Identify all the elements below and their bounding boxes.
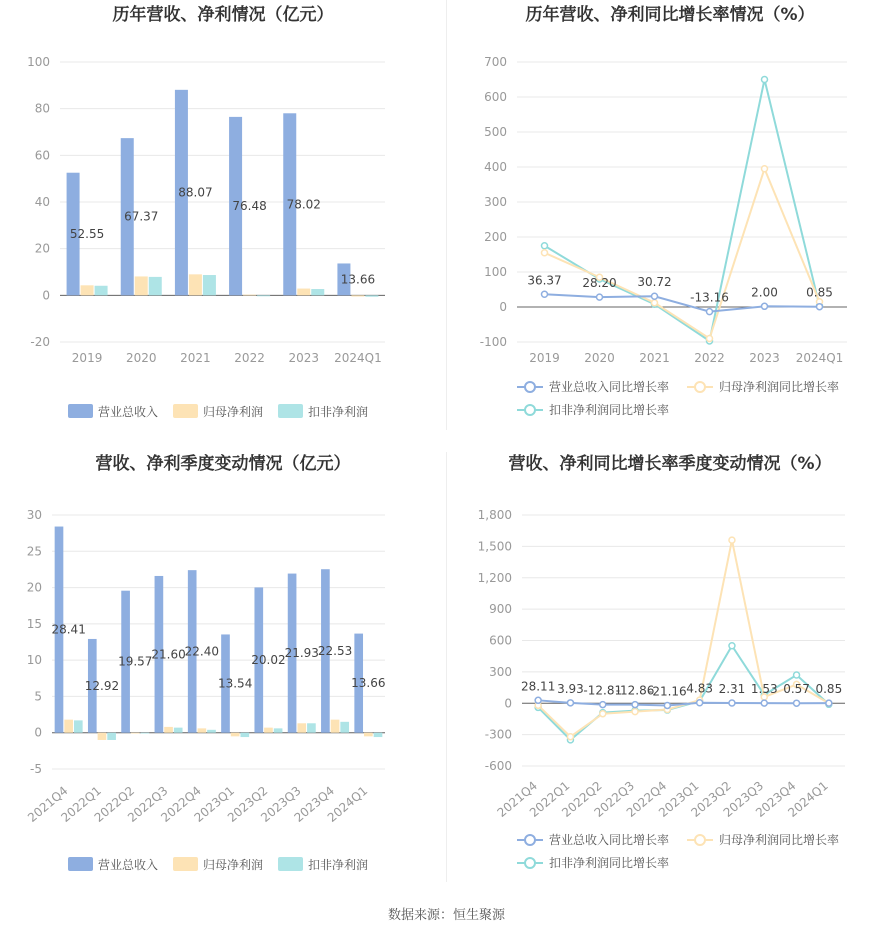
y-tick-label: 60 — [34, 148, 50, 163]
point-1 — [729, 537, 735, 543]
legend-label: 归母净利润 — [203, 858, 264, 872]
bar-2 — [274, 728, 283, 732]
point-1 — [600, 711, 606, 717]
y-tick-label: 200 — [484, 230, 507, 244]
point-0 — [794, 700, 800, 706]
x-tick-label: 2021 — [180, 351, 211, 365]
y-tick-label: -5 — [30, 762, 42, 776]
bar-1 — [81, 285, 94, 295]
legend-label: 营业总收入同比增长率 — [549, 833, 670, 847]
point-0 — [542, 291, 548, 297]
data-label: 30.72 — [637, 275, 672, 290]
legend-marker-1 — [695, 835, 705, 845]
legend-swatch-2 — [278, 857, 303, 871]
x-tick-label: 2023Q2 — [688, 778, 734, 820]
chart-title: 历年营收、净利同比增长率情况（%） — [525, 5, 815, 25]
bar-1 — [98, 733, 107, 740]
y-tick-label: -600 — [484, 759, 512, 773]
bar-2 — [311, 289, 324, 295]
point-0 — [664, 702, 670, 708]
bar-2 — [107, 733, 116, 740]
legend-label: 营业总收入 — [98, 858, 159, 872]
data-label: 22.53 — [317, 643, 353, 658]
legend-swatch-2 — [278, 404, 303, 418]
x-tick-label: 2024Q1 — [795, 351, 844, 365]
chart-title: 营收、净利同比增长率季度变动情况（%） — [508, 454, 832, 474]
point-0 — [762, 303, 768, 309]
legend-label: 扣非净利润同比增长率 — [549, 403, 670, 417]
data-label: -13.16 — [690, 290, 729, 305]
data-label: -21.16 — [648, 684, 687, 699]
data-label: 2.31 — [718, 682, 746, 697]
data-label: 2.00 — [751, 285, 778, 300]
point-1 — [652, 300, 658, 306]
bar-1 — [198, 728, 207, 732]
y-tick-label: 100 — [484, 265, 507, 279]
data-label: 20.02 — [251, 653, 286, 668]
data-label: 36.37 — [527, 273, 562, 288]
point-1 — [567, 734, 573, 740]
point-0 — [729, 700, 735, 706]
bar-2 — [365, 295, 378, 296]
data-label: 78.02 — [286, 197, 321, 212]
bar-2 — [307, 723, 316, 732]
y-tick-label: 0 — [504, 696, 512, 711]
panel-annual-growth — [447, 0, 893, 440]
y-tick-label: 0 — [42, 288, 50, 303]
chart-annual-amounts — [0, 0, 446, 440]
x-tick-label: 2022Q4 — [158, 783, 204, 825]
legend-label: 扣非净利润 — [308, 405, 369, 419]
y-tick-label: 700 — [484, 55, 507, 69]
x-tick-label: 2021 — [639, 351, 670, 365]
data-label: 13.66 — [340, 272, 376, 287]
chart-quarterly-amounts — [0, 447, 446, 892]
bar-2 — [207, 730, 216, 733]
bar-1 — [64, 720, 73, 733]
bar-1 — [264, 728, 273, 733]
x-tick-label: 2024Q1 — [334, 351, 382, 365]
panel-quarterly-amounts — [0, 447, 446, 892]
x-tick-label: 2022 — [694, 351, 725, 365]
point-2 — [762, 77, 768, 83]
data-label: 19.57 — [118, 654, 153, 669]
legend-marker-1 — [695, 382, 705, 392]
x-tick-label: 2023Q3 — [720, 778, 767, 820]
point-1 — [762, 166, 768, 172]
bar-1 — [364, 733, 373, 737]
data-label: 0.57 — [783, 682, 810, 697]
x-tick-label: 2022 — [234, 351, 265, 365]
point-0 — [652, 293, 658, 299]
panel-annual-amounts — [0, 0, 446, 440]
point-0 — [697, 700, 703, 706]
y-tick-label: -100 — [479, 335, 507, 349]
bar-1 — [297, 289, 310, 296]
series-line-0 — [545, 294, 820, 311]
bar-1 — [135, 276, 148, 295]
point-1 — [542, 250, 548, 256]
y-tick-label: 1,800 — [477, 508, 512, 522]
legend-swatch-0 — [68, 857, 93, 871]
legend-marker-2 — [525, 405, 535, 415]
point-0 — [597, 294, 603, 300]
legend-label: 营业总收入 — [98, 405, 159, 419]
x-tick-label: 2023Q1 — [656, 778, 702, 820]
y-tick-label: 1,500 — [477, 539, 512, 554]
bar-2 — [257, 295, 270, 296]
bar-1 — [351, 295, 364, 296]
x-tick-label: 2022Q3 — [124, 783, 171, 825]
data-label: 28.11 — [520, 679, 556, 694]
data-label: 3.93 — [557, 681, 584, 696]
bar-2 — [240, 733, 249, 737]
point-0 — [600, 702, 606, 708]
x-tick-label: 2024Q1 — [324, 783, 371, 825]
y-tick-label: 600 — [489, 633, 512, 648]
legend-marker-0 — [525, 382, 535, 392]
x-tick-label: 2023Q4 — [752, 778, 799, 820]
y-tick-label: 400 — [484, 160, 507, 174]
x-tick-label: 2023Q2 — [224, 783, 271, 825]
x-tick-label: 2021Q4 — [494, 778, 541, 820]
point-2 — [729, 643, 735, 649]
x-tick-label: 2022Q1 — [58, 783, 104, 825]
y-tick-label: 5 — [34, 689, 42, 704]
y-tick-label: 20 — [26, 580, 42, 595]
y-tick-label: 40 — [34, 195, 50, 209]
bar-2 — [74, 720, 83, 732]
y-tick-label: 100 — [27, 55, 50, 69]
data-label: 52.55 — [69, 227, 105, 242]
x-tick-label: 2019 — [71, 351, 103, 365]
x-tick-label: 2022Q2 — [91, 783, 138, 825]
y-tick-label: 15 — [26, 616, 42, 631]
legend-marker-2 — [525, 858, 535, 868]
data-label: 13.54 — [217, 676, 253, 691]
legend-swatch-1 — [173, 404, 198, 418]
y-tick-label: 10 — [26, 653, 42, 668]
x-tick-label: 2019 — [529, 351, 560, 365]
x-tick-label: 2020 — [584, 351, 615, 365]
series-line-2 — [545, 80, 820, 341]
bar-1 — [164, 727, 173, 733]
data-label: 76.48 — [232, 199, 267, 214]
panel-quarterly-growth — [447, 447, 893, 892]
bar-1 — [131, 733, 140, 734]
x-tick-label: 2023Q4 — [291, 783, 337, 825]
x-tick-label: 2024Q1 — [785, 778, 831, 820]
legend-swatch-0 — [68, 404, 93, 418]
bar-1 — [243, 295, 256, 296]
data-label: 88.07 — [178, 185, 213, 200]
y-tick-label: 900 — [489, 602, 512, 617]
x-tick-label: 2023Q1 — [191, 783, 238, 825]
data-label: 28.41 — [51, 622, 86, 637]
point-0 — [535, 697, 541, 703]
y-tick-label: 300 — [484, 195, 507, 209]
y-tick-label: 500 — [484, 125, 507, 139]
data-label: 13.66 — [351, 676, 386, 691]
y-tick-label: -20 — [30, 335, 50, 349]
x-tick-label: 2023 — [749, 351, 780, 365]
series-line-1 — [538, 540, 829, 737]
legend-label: 扣非净利润 — [308, 858, 369, 872]
point-0 — [826, 700, 832, 706]
data-label: 0.85 — [806, 285, 833, 300]
y-tick-label: 30 — [26, 508, 42, 522]
data-label: 21.93 — [284, 646, 319, 661]
point-0 — [632, 702, 638, 708]
legend-label: 归母净利润 — [203, 405, 264, 419]
chart-annual-growth — [447, 0, 893, 440]
bar-2 — [141, 733, 150, 734]
bar-1 — [189, 274, 202, 295]
bar-2 — [340, 722, 349, 733]
bar-1 — [231, 733, 240, 737]
point-0 — [707, 309, 713, 315]
legend-marker-0 — [525, 835, 535, 845]
chart-quarterly-growth — [447, 447, 893, 892]
bar-1 — [331, 720, 340, 733]
x-tick-label: 2022Q1 — [526, 778, 573, 820]
x-tick-label: 2023Q3 — [258, 783, 304, 825]
x-tick-label: 2022Q2 — [559, 778, 605, 820]
legend-swatch-1 — [173, 857, 198, 871]
bar-1 — [297, 723, 306, 732]
point-2 — [542, 243, 548, 249]
point-1 — [632, 709, 638, 715]
x-tick-label: 2020 — [125, 351, 157, 365]
legend-label: 扣非净利润同比增长率 — [549, 856, 670, 870]
bar-2 — [95, 286, 108, 296]
bar-2 — [174, 728, 183, 733]
data-label: 12.92 — [84, 678, 120, 693]
legend-label: 归母净利润同比增长率 — [719, 833, 840, 847]
x-tick-label: 2022Q3 — [591, 778, 637, 820]
point-2 — [794, 672, 800, 678]
legend-label: 归母净利润同比增长率 — [719, 380, 840, 394]
point-0 — [567, 700, 573, 706]
x-tick-label: 2021Q4 — [25, 783, 71, 825]
point-1 — [707, 336, 713, 342]
legend-label: 营业总收入同比增长率 — [549, 380, 670, 394]
x-tick-label: 2023 — [288, 351, 320, 365]
y-tick-label: 0 — [34, 725, 42, 740]
y-tick-label: 600 — [484, 90, 507, 104]
x-tick-label: 2022Q4 — [623, 778, 670, 820]
data-label: -12.81 — [583, 683, 623, 698]
series-line-1 — [545, 169, 820, 339]
y-tick-label: -300 — [484, 727, 512, 742]
y-tick-label: 0 — [499, 300, 507, 314]
y-tick-label: 1,200 — [477, 570, 512, 585]
bar-2 — [203, 275, 216, 295]
data-label: 1.53 — [750, 682, 778, 697]
chart-title: 历年营收、净利情况（亿元） — [112, 5, 334, 25]
data-label: 22.40 — [184, 644, 220, 659]
data-label: 28.20 — [582, 276, 617, 291]
point-0 — [761, 700, 767, 706]
data-label: 67.37 — [124, 209, 159, 224]
bar-2 — [374, 733, 383, 737]
data-label: 4.83 — [686, 681, 714, 696]
data-label: -12.86 — [615, 683, 655, 698]
y-tick-label: 20 — [34, 241, 50, 256]
y-tick-label: 80 — [34, 101, 50, 116]
data-source-note: 数据来源：恒生聚源 — [387, 908, 505, 923]
point-0 — [817, 304, 823, 310]
data-label: 0.85 — [815, 682, 843, 697]
y-tick-label: 300 — [489, 664, 512, 679]
data-label: 21.60 — [151, 647, 186, 662]
y-tick-label: 25 — [26, 544, 42, 559]
bar-2 — [149, 277, 162, 295]
chart-title: 营收、净利季度变动情况（亿元） — [95, 454, 351, 474]
